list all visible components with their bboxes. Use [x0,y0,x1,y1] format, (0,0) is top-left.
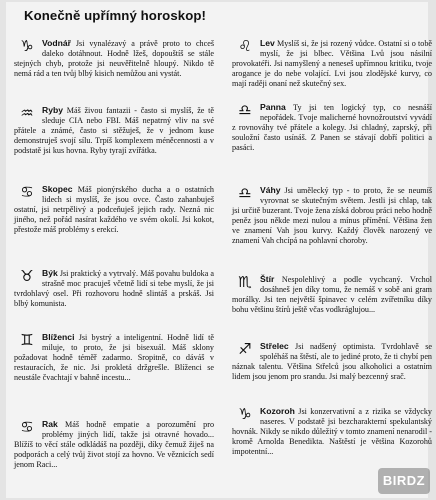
sign-name: Střelec [260,341,289,351]
libra-icon: ♎ [238,184,252,202]
sign-name: Štír [260,274,275,284]
sign-name: Váhy [260,185,281,195]
sagittarius-icon: ♐ [238,340,252,358]
sign-entry [14,105,214,184]
watermark-logo: BIRDZ [378,468,430,494]
sign-text: Jsi praktický a vytrvalý. Máš povahu buldoka a strašně moc pracuješ včetně lidí si tebe myslí, že jsi tvrdohlavý osel. Při rozhovoru hodně slintáš a prskáš. Jsi blbý komunista. [14,269,214,309]
capricorn-icon: ♑ [20,37,34,55]
sign-name: Rak [42,419,58,429]
page-title: Konečně upřímný horoskop! [24,8,207,23]
aquarius-icon: ♒ [20,104,34,122]
taurus-icon: ♉ [20,267,34,285]
sign-text: Máš hodně empatie a porozumění pro problémy jiných lidí, takže jsi otravné hovado... Blížíš to věcí stále odkládáš na později, díky čemuž žiješ na podporách a celý tvůj život stojí za hovno. Ve věznicích sedí jenom Raci... [14,420,215,470]
sign-name: Lev [260,38,275,48]
sign-entry [14,38,214,105]
sign-text: Ty jsi ten logický typ, co nesnáší nepořádek. Tvoje malicherné hovnožroutství vyvádí z rovnováhy tvé přátele a kolegy. Jsi chladný, zaprský, při souložní často usínáš. Z Panen se stávají dobří politici a pasáci. [232,103,433,153]
sign-text: Máš pionýrského ducha a o ostatních lidech si myslíš, že jsou ovce. Často zahanbuješ ostatní, jsi netrpělivý a podceňuješ jejich rady. Nezná nic jiného, než pořád nasírat každého ve svém okolí. Jsi kokot, přestože máš problémy s erekcí. [14,185,214,235]
sign-name: Vodnář [42,38,71,48]
sign-name: Skopec [42,184,73,194]
scorpio-icon: ♏ [238,273,252,291]
sign-text: Myslíš si, že jsi rozený vůdce. Ostatní si o tobě myslí, že jsi blbec. Většina Lvů jsou násilní provokatéři. Jsi namyšlený a neneseš upřímnou kritiku, tvoje arogance je do nebe volající. Lvi jsou zlodějské kurvy, co mají raději onaní než skutečný sex. [232,39,433,89]
sign-name: Blíženci [42,332,75,342]
sign-name: Kozoroh [260,406,295,416]
gemini-icon: ♊ [20,331,34,349]
sign-text: Jsi bystrý a inteligentní. Hodně lidí tě miluje, to proto, že jsi bisexuál. Máš sklony požadovat hodně téměř zadarmo. Sropitně, co dáváš v restauracích, že nic. Jsi prokletá držgrešle. Blíženci se neustále čvachtají v bahně incestu... [14,333,214,383]
libra-icon: ♎ [238,101,252,119]
right-column [232,38,432,457]
sign-text: Jsi vynalézavý a právě proto to chceš daleko dotáhnout. Hodně lžeš, dopouštíš se stále stejných chyb, protože jsi neuvěřitelně hloupý. Nikdo tě nemá rád a ten tvůj blbý kisich nemůžou ani vystát. [14,39,214,79]
sign-entry [14,419,214,470]
sign-entry [232,38,432,102]
cancer-icon: ♋ [20,183,34,201]
sign-name: Býk [42,268,58,278]
sign-name: Panna [260,102,286,112]
leo-icon: ♌ [238,37,252,55]
sign-text: Jsi nadšený optimista. Tvrdohlavě se spoléháš na štěstí, ale to jediné proto, že ti chybí pen náznak talentu. Většina Střelců jsou alkoholici a ostatním lidem jsou jenom pro srandu. Jsi malý bezcenný srač. [232,342,432,382]
sign-entry [232,406,432,457]
sign-entry [232,102,432,185]
sign-entry [232,274,432,341]
sign-text: Máš živou fantazii - často si myslíš, že tě sleduje CIA nebo FBI. Máš nepatrný vliv na své přátele a známé, často si stěžuješ, že v jednom kuse demonstruješ svojí sílu. Trpíš komplexem méněcennosti a v podstatě jsi kus hovna. Ryby tyrají zvířátka. [14,106,214,156]
sign-entry [14,332,214,419]
capricorn-icon: ♑ [238,405,252,423]
sign-text: Jsi konzervativní a z rizika se vždycky naseres. V podstatě jsi bezcharakterní spekulantský hovnák. Nikdy se nikdo důležitý v tomto znamení nenarodil - kromě Arnolda Benedikta. Naštěstí je většina Kozorohů impotentní... [232,407,432,457]
horoscope-page [6,2,433,498]
left-column [14,38,214,470]
sign-entry [232,341,432,406]
sign-entry [14,268,214,332]
cancer-icon: ♋ [20,418,34,436]
sign-name: Ryby [42,105,64,115]
sign-entry [14,184,214,268]
sign-text: Jsi umělecký typ - to proto, že se neumíš vyrovnat se skutečným světem. Jestli jsi chlap, tak jsi určitě buzerant. Tvoje žena získá dobrou práci nebo hodně peněz jsou někde mezi nulou a mínus přímění. Většina žen ve znamení Vah jsou kurvy. Každý člověk narozený ve znamení Vah chcípá na pohlavní choroby. [232,186,432,246]
sign-text: Nespolehlivý a podle vychcaný. Vrchol dosáhneš jen díky tomu, že nemáš v sobě ani gram morálky. Jsi ten největší špinavec v celém zvířetníku díky bohu většinu štírů ještě včas vodkráglujou... [232,275,433,315]
sign-entry [232,185,432,274]
